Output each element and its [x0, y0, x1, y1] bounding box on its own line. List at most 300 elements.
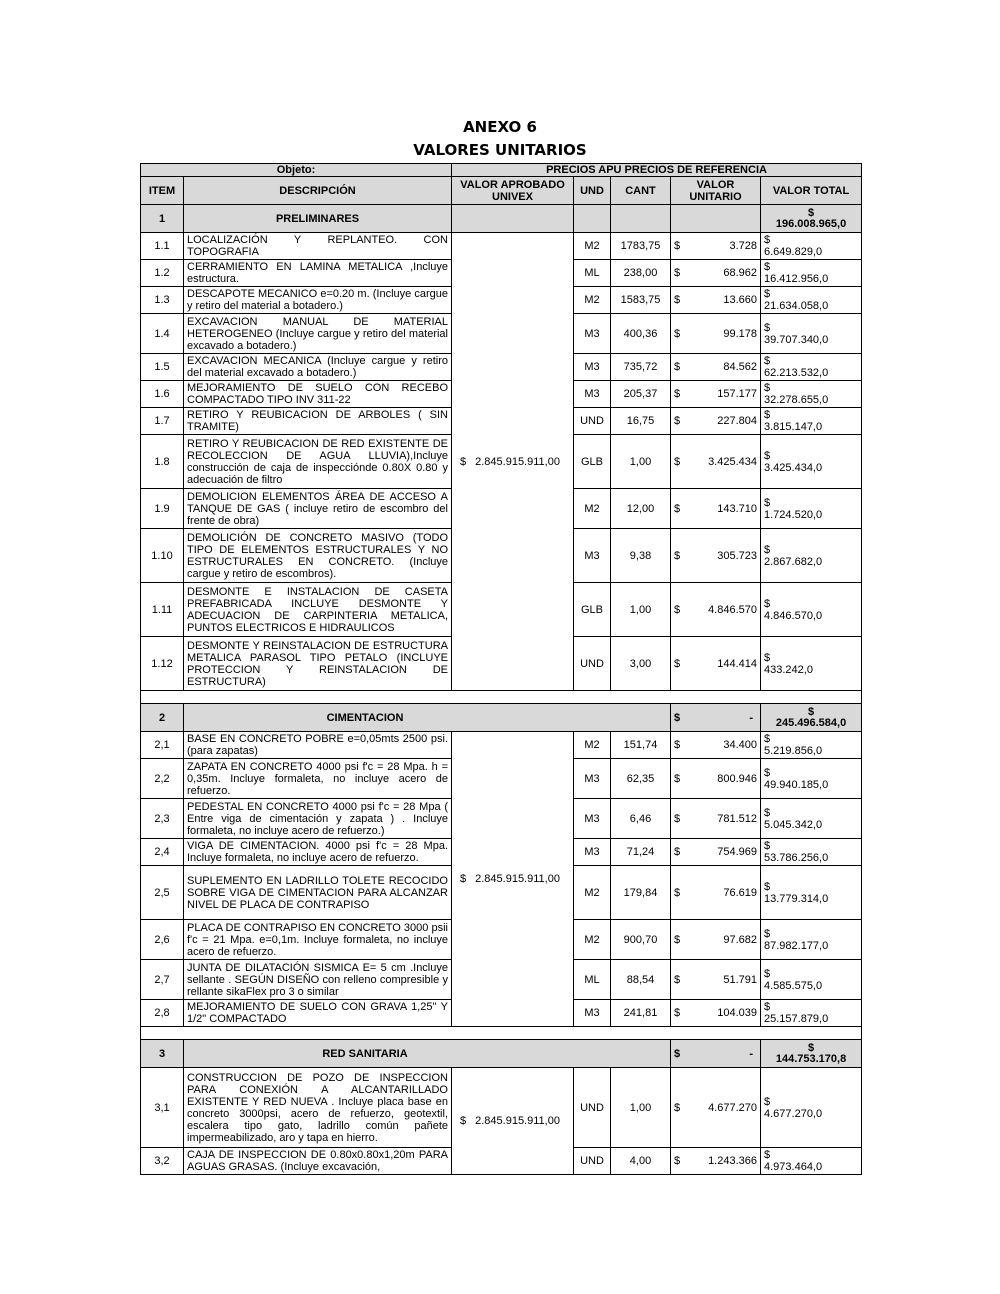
item-unit: M3	[574, 759, 611, 799]
item-unit-price	[671, 1148, 761, 1175]
item-unit-price	[671, 839, 761, 866]
item-quantity: 1583,75	[611, 287, 671, 314]
item-unit-price	[671, 1068, 761, 1148]
item-description: RETIRO Y REUBICACION DE ARBOLES ( SIN TRAMITE)	[184, 408, 452, 435]
item-quantity: 205,37	[611, 381, 671, 408]
item-total-value: 39.707.340,0	[764, 333, 829, 346]
item-total-value: 3.815.147,0	[764, 421, 823, 433]
page-subtitle: VALORES UNITARIOS	[413, 141, 587, 159]
dash-value: -	[749, 1047, 753, 1060]
item-total-value: 4.585.575,0	[764, 979, 823, 992]
item-unit-price-wrap	[674, 887, 757, 899]
item-unit: M2	[574, 233, 611, 260]
currency-symbol: $	[674, 772, 681, 785]
item-description: LOCALIZACIÓN Y REPLANTEO. CON TOPOGRAFIA	[184, 233, 452, 260]
currency-symbol: $	[674, 657, 681, 670]
item-number: 1.6	[141, 381, 184, 408]
section-unit-dash	[671, 1040, 761, 1068]
item-unit-price	[671, 866, 761, 920]
item-number: 2,3	[141, 799, 184, 839]
item-total-value: 1.724.520,0	[764, 508, 823, 521]
item-quantity: 1,00	[611, 1068, 671, 1148]
currency-symbol: $	[674, 267, 681, 279]
section-total	[761, 1040, 862, 1068]
currency-symbol: $	[764, 927, 771, 940]
currency-symbol: $	[764, 967, 771, 980]
currency-symbol: $	[764, 449, 771, 462]
item-number: 2,4	[141, 839, 184, 866]
item-number: 2,5	[141, 866, 184, 920]
item-unit-price-value: 4.677.270	[708, 1101, 757, 1114]
item-unit-price-value: 3.425.434	[708, 455, 757, 468]
item-number: 1.4	[141, 314, 184, 354]
spacer-row	[141, 691, 862, 704]
item-unit-price-value: 104.039	[717, 1007, 757, 1019]
currency-symbol: $	[764, 1095, 771, 1108]
currency-symbol: $	[764, 733, 771, 745]
item-unit-price-wrap	[674, 294, 757, 306]
section-unit-dash-wrap	[674, 712, 757, 724]
item-unit: UND	[574, 637, 611, 691]
item-header: ITEM	[141, 177, 184, 205]
item-total	[761, 260, 862, 287]
item-total	[761, 759, 862, 799]
item-total-value: 53.786.256,0	[764, 852, 829, 864]
currency-symbol: $	[674, 240, 681, 252]
item-total-value: 6.649.829,0	[764, 246, 823, 258]
item-unit-price-wrap	[674, 934, 757, 946]
currency-symbol: $	[764, 321, 771, 334]
precios-header: PRECIOS APU PRECIOS DE REFERENCIA	[452, 164, 862, 177]
item-unit-price-value: 305.723	[717, 549, 757, 562]
currency-symbol: $	[460, 873, 467, 885]
currency-symbol: $	[674, 1007, 681, 1019]
dash-value: -	[749, 711, 753, 724]
item-unit-price	[671, 408, 761, 435]
item-unit: M2	[574, 287, 611, 314]
item-description: VIGA DE CIMENTACION. 4000 psi f'c = 28 Mpa. Incluye formaleta, no incluye acero de refuerzo.	[184, 839, 452, 866]
item-quantity: 1,00	[611, 435, 671, 489]
item-number: 1.7	[141, 408, 184, 435]
item-unit-price-value: 13.660	[723, 294, 757, 306]
item-unit-price-value: 4.846.570	[708, 603, 757, 616]
section-row	[141, 1040, 862, 1068]
currency-symbol: $	[674, 361, 681, 373]
item-quantity: 4,00	[611, 1148, 671, 1175]
item-quantity: 735,72	[611, 354, 671, 381]
section-unit-dash-wrap	[674, 1048, 757, 1060]
item-unit-price-value: 34.400	[723, 739, 757, 751]
item-total	[761, 435, 862, 489]
item-unit-price	[671, 637, 761, 691]
item-unit: M2	[574, 920, 611, 960]
item-description: DEMOLICIÓN DE CONCRETO MASIVO (TODO TIPO DE ELEMENTOS ESTRUCTURALES Y NO ESTRUCTURALES EN CONCRETO. (Incluye cargue y retiro de escombros).	[184, 529, 452, 583]
item-unit-price	[671, 233, 761, 260]
item-total-value: 5.045.342,0	[764, 818, 823, 831]
item-quantity: 3,00	[611, 637, 671, 691]
currency-symbol: $	[674, 603, 681, 616]
item-unit-price-value: 157.177	[717, 388, 757, 400]
item-total-value: 32.278.655,0	[764, 394, 829, 406]
currency-symbol: $	[674, 973, 681, 986]
item-total	[761, 920, 862, 960]
und-header: UND	[574, 177, 611, 205]
currency-symbol: $	[764, 597, 771, 610]
item-unit-price-wrap	[674, 739, 757, 751]
section-empty-cant	[611, 205, 671, 233]
item-unit-price-wrap	[674, 974, 757, 986]
item-quantity: 9,38	[611, 529, 671, 583]
item-total	[761, 233, 862, 260]
item-description: PEDESTAL EN CONCRETO 4000 psi f'c = 28 Mpa ( Entre viga de cimentación y zapata ) . Incluye formaleta, no incluye acero de refuerzo.)	[184, 799, 452, 839]
item-unit-price	[671, 529, 761, 583]
table-row	[141, 1068, 862, 1148]
cant-header: CANT	[611, 177, 671, 205]
section-unit-dash	[671, 704, 761, 732]
valor-total-header: VALOR TOTAL	[761, 177, 862, 205]
section-name	[184, 1040, 671, 1068]
item-description: PLACA DE CONTRAPISO EN CONCRETO 3000 psii f'c = 21 Mpa. e=0,1m. Incluye formaleta, no incluye acero de refuerzo.	[184, 920, 452, 960]
currency-symbol: $	[764, 261, 771, 273]
item-quantity: 179,84	[611, 866, 671, 920]
section-name-text: CIMENTACION	[326, 711, 404, 724]
item-total-value: 62.213.532,0	[764, 367, 829, 379]
spacer-row	[141, 1027, 862, 1040]
item-unit-price	[671, 732, 761, 759]
item-unit-price-value: 99.178	[723, 327, 757, 340]
currency-symbol: $	[764, 382, 771, 394]
item-total	[761, 960, 862, 1000]
item-unit-price-wrap	[674, 604, 757, 616]
item-description: MEJORAMIENTO DE SUELO CON GRAVA 1,25" Y 1/2" COMPACTADO	[184, 1000, 452, 1027]
item-description: CONSTRUCCION DE POZO DE INSPECCION PARA CONEXIÓN A ALCANTARILLADO EXISTENTE Y RED NUEVA . Incluye placa base en concreto 3000psi, acero de refuerzo, geotextil, escalera tipo gato, ladrillo común pañete impermeabilizado, aro y tapa en hierro.	[184, 1068, 452, 1148]
item-description: RETIRO Y REUBICACION DE RED EXISTENTE DE RECOLECCION DE AGUA LLUVIA),Incluye construcción de caja de inspecciónde 0.80X 0.80 y adecuación de filtro	[184, 435, 452, 489]
item-total	[761, 489, 862, 529]
item-unit-price-wrap	[674, 388, 757, 400]
item-total-value: 4.973.464,0	[764, 1161, 823, 1173]
currency-symbol: $	[764, 496, 771, 509]
apu-value: 2.845.915.911,00	[475, 455, 560, 468]
section-total-value: 245.496.584,0	[775, 716, 847, 729]
item-unit-price	[671, 960, 761, 1000]
item-unit-price-wrap	[674, 503, 757, 515]
item-number: 2,2	[141, 759, 184, 799]
item-unit-price	[671, 260, 761, 287]
item-unit-price	[671, 759, 761, 799]
item-unit-price	[671, 354, 761, 381]
apu-value-cell	[452, 1068, 574, 1175]
item-total	[761, 1148, 862, 1175]
section-empty-apu	[452, 205, 574, 233]
item-quantity: 900,70	[611, 920, 671, 960]
section-empty-und	[574, 205, 611, 233]
item-quantity: 16,75	[611, 408, 671, 435]
item-unit: M3	[574, 381, 611, 408]
item-quantity: 241,81	[611, 1000, 671, 1027]
item-description: MEJORAMIENTO DE SUELO CON RECEBO COMPACTADO TIPO INV 311-22	[184, 381, 452, 408]
item-unit-price	[671, 489, 761, 529]
item-total	[761, 314, 862, 354]
item-number: 1.1	[141, 233, 184, 260]
item-total	[761, 583, 862, 637]
item-unit-price-value: 754.969	[717, 846, 757, 858]
currency-symbol: $	[764, 806, 771, 819]
item-number: 1.3	[141, 287, 184, 314]
item-unit: UND	[574, 1148, 611, 1175]
currency-symbol: $	[674, 294, 681, 306]
item-unit: UND	[574, 408, 611, 435]
currency-symbol: $	[764, 880, 771, 893]
item-description: EXCAVACION MECANICA (Incluye cargue y retiro del material excavado a botadero.)	[184, 354, 452, 381]
currency-symbol: $	[674, 1155, 681, 1167]
item-unit-price-wrap	[674, 1102, 757, 1114]
item-unit-price-wrap	[674, 361, 757, 373]
item-unit-price-value: 84.562	[723, 361, 757, 373]
item-unit-price-value: 143.710	[717, 502, 757, 515]
currency-symbol: $	[674, 812, 681, 825]
unit-prices-table	[140, 163, 862, 1175]
currency-symbol: $	[674, 886, 681, 899]
currency-symbol: $	[674, 388, 681, 400]
item-unit: GLB	[574, 583, 611, 637]
currency-symbol: $	[674, 455, 681, 468]
apu-value: 2.845.915.911,00	[475, 873, 560, 885]
item-total-value: 49.940.185,0	[764, 778, 829, 791]
item-unit: GLB	[574, 435, 611, 489]
item-unit: ML	[574, 260, 611, 287]
item-total-value: 25.157.879,0	[764, 1013, 829, 1025]
currency-symbol: $	[807, 705, 815, 718]
item-total-value: 16.412.956,0	[764, 273, 829, 285]
item-unit-price-value: 227.804	[717, 415, 757, 427]
item-unit: M3	[574, 839, 611, 866]
item-unit: M3	[574, 354, 611, 381]
section-name	[184, 704, 671, 732]
item-unit-price-value: 781.512	[717, 812, 757, 825]
item-number: 1.11	[141, 583, 184, 637]
item-number: 2,6	[141, 920, 184, 960]
currency-symbol: $	[807, 1041, 815, 1054]
item-unit-price	[671, 435, 761, 489]
item-number: 2,8	[141, 1000, 184, 1027]
item-unit-price-value: 51.791	[723, 973, 757, 986]
currency-symbol: $	[764, 288, 771, 300]
item-unit-price-wrap	[674, 1007, 757, 1019]
item-quantity: 1,00	[611, 583, 671, 637]
item-number: 2,1	[141, 732, 184, 759]
item-unit: UND	[574, 1068, 611, 1148]
item-total	[761, 1068, 862, 1148]
item-unit: M3	[574, 529, 611, 583]
item-unit-price	[671, 381, 761, 408]
item-unit-price-wrap	[674, 1155, 757, 1167]
item-unit-price-value: 144.414	[717, 657, 757, 670]
item-unit: M3	[574, 799, 611, 839]
item-number: 1.2	[141, 260, 184, 287]
currency-symbol: $	[674, 1101, 681, 1114]
item-unit-price-wrap	[674, 773, 757, 785]
section-total	[761, 704, 862, 732]
currency-symbol: $	[764, 766, 771, 779]
currency-symbol: $	[764, 651, 771, 664]
item-unit-price-wrap	[674, 813, 757, 825]
item-unit: M3	[574, 1000, 611, 1027]
item-description: SUPLEMENTO EN LADRILLO TOLETE RECOCIDO SOBRE VIGA DE CIMENTACION PARA ALCANZAR NIVEL DE PLACA DE CONTRAPISO	[184, 866, 452, 920]
section-total-value: 196.008.965,0	[775, 217, 847, 230]
item-unit-price-value: 3.728	[729, 240, 757, 252]
objeto-header: Objeto:	[141, 164, 452, 177]
currency-symbol: $	[460, 1115, 467, 1127]
section-row	[141, 704, 862, 732]
item-total	[761, 287, 862, 314]
item-quantity: 1783,75	[611, 233, 671, 260]
item-unit-price-value: 68.962	[723, 267, 757, 279]
item-number: 1.9	[141, 489, 184, 529]
currency-symbol: $	[764, 234, 771, 246]
section-empty-unit	[671, 205, 761, 233]
currency-symbol: $	[764, 409, 771, 421]
currency-symbol: $	[674, 502, 681, 515]
currency-symbol: $	[674, 549, 681, 562]
item-total	[761, 381, 862, 408]
currency-symbol: $	[674, 739, 681, 751]
item-quantity: 238,00	[611, 260, 671, 287]
item-total-value: 21.634.058,0	[764, 300, 829, 312]
item-unit: M2	[574, 489, 611, 529]
item-description: DEMOLICION ELEMENTOS ÁREA DE ACCESO A TANQUE DE GAS ( incluye retiro de escombro del frente de obra)	[184, 489, 452, 529]
item-unit-price-value: 76.619	[723, 886, 757, 899]
section-total	[761, 205, 862, 233]
item-total-value: 5.219.856,0	[764, 745, 823, 757]
item-unit-price	[671, 920, 761, 960]
item-description: BASE EN CONCRETO POBRE e=0,05mts 2500 psi. (para zapatas)	[184, 732, 452, 759]
currency-symbol: $	[764, 840, 771, 852]
apu-value-cell	[452, 732, 574, 1027]
item-unit-price	[671, 583, 761, 637]
item-unit-price	[671, 287, 761, 314]
item-total	[761, 637, 862, 691]
item-total-value: 3.425.434,0	[764, 461, 823, 474]
item-description: DESCAPOTE MECANICO e=0.20 m. (Incluye cargue y retiro del material a botadero.)	[184, 287, 452, 314]
item-unit-price-wrap	[674, 415, 757, 427]
item-quantity: 400,36	[611, 314, 671, 354]
currency-symbol: $	[674, 1047, 681, 1060]
item-total	[761, 732, 862, 759]
section-row	[141, 205, 862, 233]
item-unit-price	[671, 314, 761, 354]
item-quantity: 6,46	[611, 799, 671, 839]
currency-symbol: $	[460, 455, 467, 468]
item-unit-price-value: 800.946	[717, 772, 757, 785]
descripcion-header: DESCRIPCIÓN	[184, 177, 452, 205]
section-number: 1	[141, 205, 184, 233]
item-quantity: 12,00	[611, 489, 671, 529]
currency-symbol: $	[674, 711, 681, 724]
currency-symbol: $	[807, 206, 815, 219]
page-title: ANEXO 6	[463, 118, 537, 136]
section-number: 3	[141, 1040, 184, 1068]
item-number: 3,2	[141, 1148, 184, 1175]
table-row	[141, 233, 862, 260]
spacer-cell	[141, 691, 862, 704]
item-number: 3,1	[141, 1068, 184, 1148]
item-unit-price-wrap	[674, 456, 757, 468]
item-unit: M3	[574, 314, 611, 354]
header-row-2	[141, 177, 862, 205]
valor-unitario-header: VALOR UNITARIO	[671, 177, 761, 205]
currency-symbol: $	[764, 1001, 771, 1013]
item-unit-price-wrap	[674, 658, 757, 670]
item-unit: M2	[574, 732, 611, 759]
item-unit-price-wrap	[674, 846, 757, 858]
section-number: 2	[141, 704, 184, 732]
item-quantity: 62,35	[611, 759, 671, 799]
item-unit-price-wrap	[674, 240, 757, 252]
currency-symbol: $	[764, 355, 771, 367]
item-total-value: 87.982.177,0	[764, 939, 829, 952]
currency-symbol: $	[674, 846, 681, 858]
section-name-text: RED SANITARIA	[322, 1047, 408, 1060]
item-unit-price-value: 1.243.366	[708, 1155, 757, 1167]
item-unit: ML	[574, 960, 611, 1000]
apu-value-cell	[452, 233, 574, 691]
item-description: DESMONTE E INSTALACION DE CASETA PREFABRICADA INCLUYE DESMONTE Y ADECUACION DE CARPINTERIA METALICA, PUNTOS ELECTRICOS E HIDRAULICOS	[184, 583, 452, 637]
item-total	[761, 408, 862, 435]
item-total	[761, 839, 862, 866]
item-quantity: 71,24	[611, 839, 671, 866]
currency-symbol: $	[674, 327, 681, 340]
currency-symbol: $	[764, 543, 771, 556]
item-quantity: 151,74	[611, 732, 671, 759]
apu-value: 2.845.915.911,00	[475, 1115, 560, 1127]
item-number: 2,7	[141, 960, 184, 1000]
header-row-1	[141, 164, 862, 177]
item-description: JUNTA DE DILATACIÓN SISMICA E= 5 cm .Incluye sellante . SEGÚN DISEÑO con relleno compresible y rellante sikaFlex pro 3 o similar	[184, 960, 452, 1000]
item-total-value: 433.242,0	[764, 663, 813, 676]
item-total	[761, 866, 862, 920]
item-unit-price-value: 97.682	[723, 933, 757, 946]
item-unit-price-wrap	[674, 267, 757, 279]
spacer-cell	[141, 1027, 862, 1040]
item-unit-price-wrap	[674, 328, 757, 340]
item-description: DESMONTE Y REINSTALACION DE ESTRUCTURA METALICA PARASOL TIPO PETALO (INCLUYE PROTECCION Y REINSTALACION DE ESTRUCTURA)	[184, 637, 452, 691]
item-total	[761, 1000, 862, 1027]
item-total	[761, 354, 862, 381]
item-total-value: 2.867.682,0	[764, 555, 823, 568]
item-total-value: 13.779.314,0	[764, 892, 829, 905]
item-description: CERRAMIENTO EN LAMINA METALICA ,Incluye estructura.	[184, 260, 452, 287]
section-total-value: 144.753.170,8	[775, 1052, 847, 1065]
item-description: CAJA DE INSPECCION DE 0.80x0.80x1,20m PARA AGUAS GRASAS. (Incluye excavación,	[184, 1148, 452, 1175]
item-number: 1.10	[141, 529, 184, 583]
item-number: 1.12	[141, 637, 184, 691]
item-number: 1.5	[141, 354, 184, 381]
item-quantity: 88,54	[611, 960, 671, 1000]
item-total	[761, 529, 862, 583]
item-number: 1.8	[141, 435, 184, 489]
item-total	[761, 799, 862, 839]
section-name: PRELIMINARES	[184, 205, 452, 233]
currency-symbol: $	[674, 933, 681, 946]
valor-aprobado-header: VALOR APROBADO UNIVEX	[452, 177, 574, 205]
item-description: ZAPATA EN CONCRETO 4000 psi f'c = 28 Mpa. h = 0,35m. Incluye formaleta, no incluye acero de refuerzo.	[184, 759, 452, 799]
item-description: EXCAVACION MANUAL DE MATERIAL HETEROGENEO (Incluye cargue y retiro del material excavado a botadero.)	[184, 314, 452, 354]
item-unit-price-wrap	[674, 550, 757, 562]
item-unit-price	[671, 799, 761, 839]
currency-symbol: $	[674, 415, 681, 427]
table-row	[141, 732, 862, 759]
item-unit: M2	[574, 866, 611, 920]
